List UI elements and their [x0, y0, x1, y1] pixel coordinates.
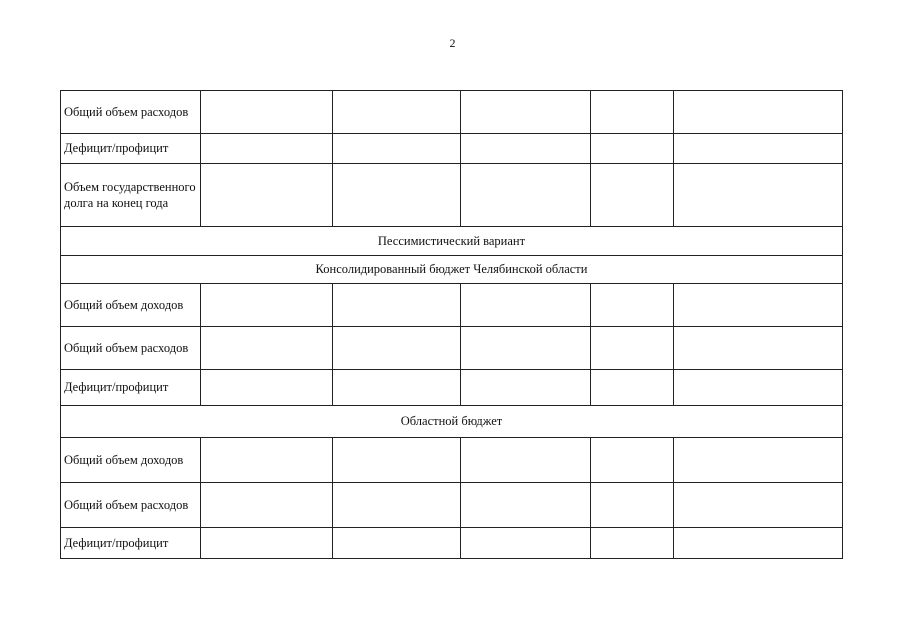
value-cell	[201, 134, 333, 164]
section-heading: Областной бюджет	[61, 406, 843, 438]
value-cell	[333, 483, 461, 528]
value-cell	[461, 528, 591, 559]
value-cell	[201, 483, 333, 528]
value-cell	[333, 134, 461, 164]
budget-table	[60, 90, 843, 559]
table-row	[61, 91, 843, 134]
value-cell	[591, 438, 674, 483]
value-cell	[591, 284, 674, 327]
table-row	[61, 370, 843, 406]
section-row	[61, 406, 843, 438]
value-cell	[461, 134, 591, 164]
value-cell	[674, 528, 843, 559]
section-heading: Консолидированный бюджет Челябинской области	[61, 256, 843, 284]
value-cell	[591, 528, 674, 559]
section-heading: Пессимистический вариант	[61, 227, 843, 256]
row-label: Дефицит/профицит	[61, 528, 201, 559]
value-cell	[201, 528, 333, 559]
value-cell	[591, 370, 674, 406]
row-label: Дефицит/профицит	[61, 370, 201, 406]
table-row	[61, 528, 843, 559]
value-cell	[201, 284, 333, 327]
value-cell	[201, 91, 333, 134]
value-cell	[201, 327, 333, 370]
value-cell	[674, 327, 843, 370]
row-label: Общий объем доходов	[61, 284, 201, 327]
table-row	[61, 327, 843, 370]
page-number: 2	[449, 36, 456, 50]
value-cell	[333, 91, 461, 134]
value-cell	[333, 284, 461, 327]
value-cell	[461, 438, 591, 483]
value-cell	[674, 134, 843, 164]
value-cell	[674, 438, 843, 483]
value-cell	[461, 370, 591, 406]
row-label: Общий объем расходов	[61, 327, 201, 370]
table-row	[61, 164, 843, 227]
table-row	[61, 438, 843, 483]
value-cell	[674, 370, 843, 406]
table-row	[61, 134, 843, 164]
value-cell	[461, 327, 591, 370]
row-label: Общий объем расходов	[61, 91, 201, 134]
value-cell	[333, 370, 461, 406]
table-row	[61, 483, 843, 528]
value-cell	[591, 483, 674, 528]
value-cell	[461, 91, 591, 134]
value-cell	[201, 438, 333, 483]
row-label: Общий объем доходов	[61, 438, 201, 483]
row-label: Общий объем расходов	[61, 483, 201, 528]
value-cell	[674, 164, 843, 227]
value-cell	[591, 327, 674, 370]
value-cell	[461, 483, 591, 528]
value-cell	[674, 483, 843, 528]
value-cell	[591, 134, 674, 164]
value-cell	[591, 164, 674, 227]
section-row	[61, 227, 843, 256]
value-cell	[201, 164, 333, 227]
value-cell	[674, 284, 843, 327]
value-cell	[333, 164, 461, 227]
value-cell	[591, 91, 674, 134]
row-label: Объем государственного долга на конец года	[61, 164, 201, 227]
value-cell	[461, 164, 591, 227]
table-row	[61, 284, 843, 327]
value-cell	[333, 438, 461, 483]
section-row	[61, 256, 843, 284]
value-cell	[333, 327, 461, 370]
value-cell	[461, 284, 591, 327]
value-cell	[674, 91, 843, 134]
value-cell	[333, 528, 461, 559]
value-cell	[201, 370, 333, 406]
row-label: Дефицит/профицит	[61, 134, 201, 164]
